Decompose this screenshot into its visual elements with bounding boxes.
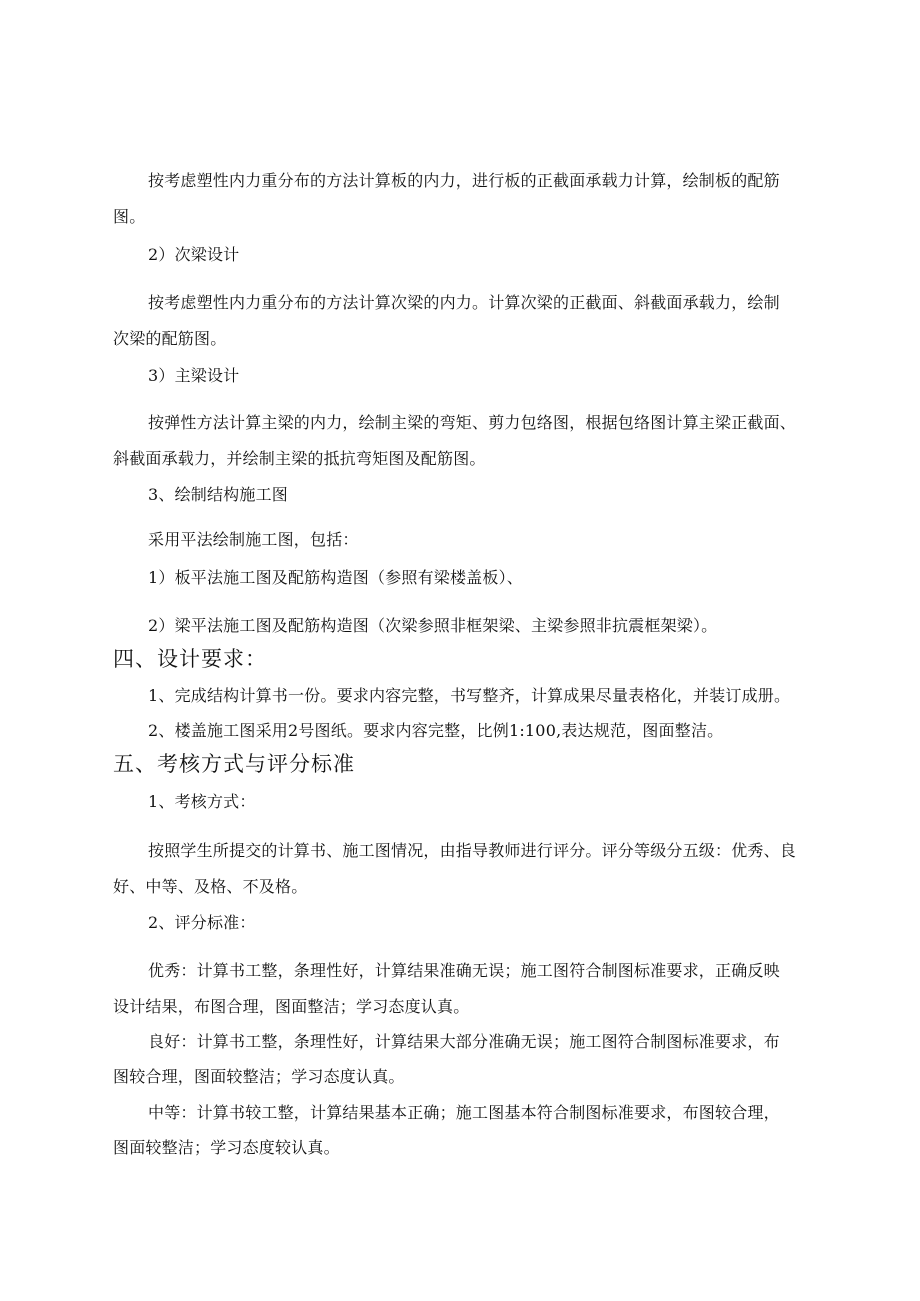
item-construction-drawings: 3、绘制结构施工图 [148, 485, 288, 504]
assessment-method-title: 1、考核方式： [148, 792, 256, 811]
paragraph-secondary-beam-line-2: 次梁的配筋图。 [113, 329, 227, 348]
grade-excellent-line-2: 设计结果，布图合理，图面整洁；学习态度认真。 [113, 997, 470, 1016]
grade-excellent-line-1: 优秀：计算书工整，条理性好，计算结果准确无误；施工图符合制图标准要求，正确反映 [148, 961, 780, 980]
assessment-method-line-2: 好、中等、及格、不及格。 [113, 877, 308, 896]
list-item-beam-drawing: 2）梁平法施工图及配筋构造图（次梁参照非框架梁、主梁参照非抗震框架梁）。 [148, 616, 718, 635]
heading-assessment: 五、考核方式与评分标准 [113, 752, 355, 776]
list-item-slab-drawing: 1）板平法施工图及配筋构造图（参照有梁楼盖板）、 [148, 568, 523, 587]
paragraph-main-beam-line-1: 按弹性方法计算主梁的内力，绘制主梁的弯矩、剪力包络图，根据包络图计算主梁正截面、 [148, 413, 797, 432]
grade-good-line-1: 良好：计算书工整，条理性好，计算结果大部分准确无误；施工图符合制图标准要求，布 [148, 1032, 780, 1051]
requirement-1: 1、完成结构计算书一份。要求内容完整，书写整齐，计算成果尽量表格化，并装订成册。 [148, 686, 791, 705]
subsection-main-beam: 3）主梁设计 [148, 366, 240, 385]
paragraph-slab-line-1: 按考虑塑性内力重分布的方法计算板的内力，进行板的正截面承载力计算，绘制板的配筋 [148, 171, 780, 190]
grade-good-line-2: 图较合理，图面较整洁；学习态度认真。 [113, 1067, 405, 1086]
subsection-secondary-beam: 2）次梁设计 [148, 245, 240, 264]
requirement-2: 2、楼盖施工图采用2号图纸。要求内容完整，比例1:100,表达规范，图面整洁。 [148, 721, 724, 740]
paragraph-secondary-beam-line-1: 按考虑塑性内力重分布的方法计算次梁的内力。计算次梁的正截面、斜截面承载力，绘制 [148, 293, 780, 312]
paragraph-slab-line-2: 图。 [113, 207, 146, 226]
grade-medium-line-2: 图面较整洁；学习态度较认真。 [113, 1138, 340, 1157]
assessment-method-line-1: 按照学生所提交的计算书、施工图情况，由指导教师进行评分。评分等级分五级：优秀、良 [148, 841, 797, 860]
heading-design-requirements: 四、设计要求： [113, 647, 267, 671]
grading-criteria-title: 2、评分标准： [148, 913, 256, 932]
paragraph-flat-method: 采用平法绘制施工图，包括： [148, 530, 359, 549]
grade-medium-line-1: 中等：计算书较工整，计算结果基本正确；施工图基本符合制图标准要求，布图较合理， [148, 1103, 780, 1122]
paragraph-main-beam-line-2: 斜截面承载力，并绘制主梁的抵抗弯矩图及配筋图。 [113, 449, 486, 468]
